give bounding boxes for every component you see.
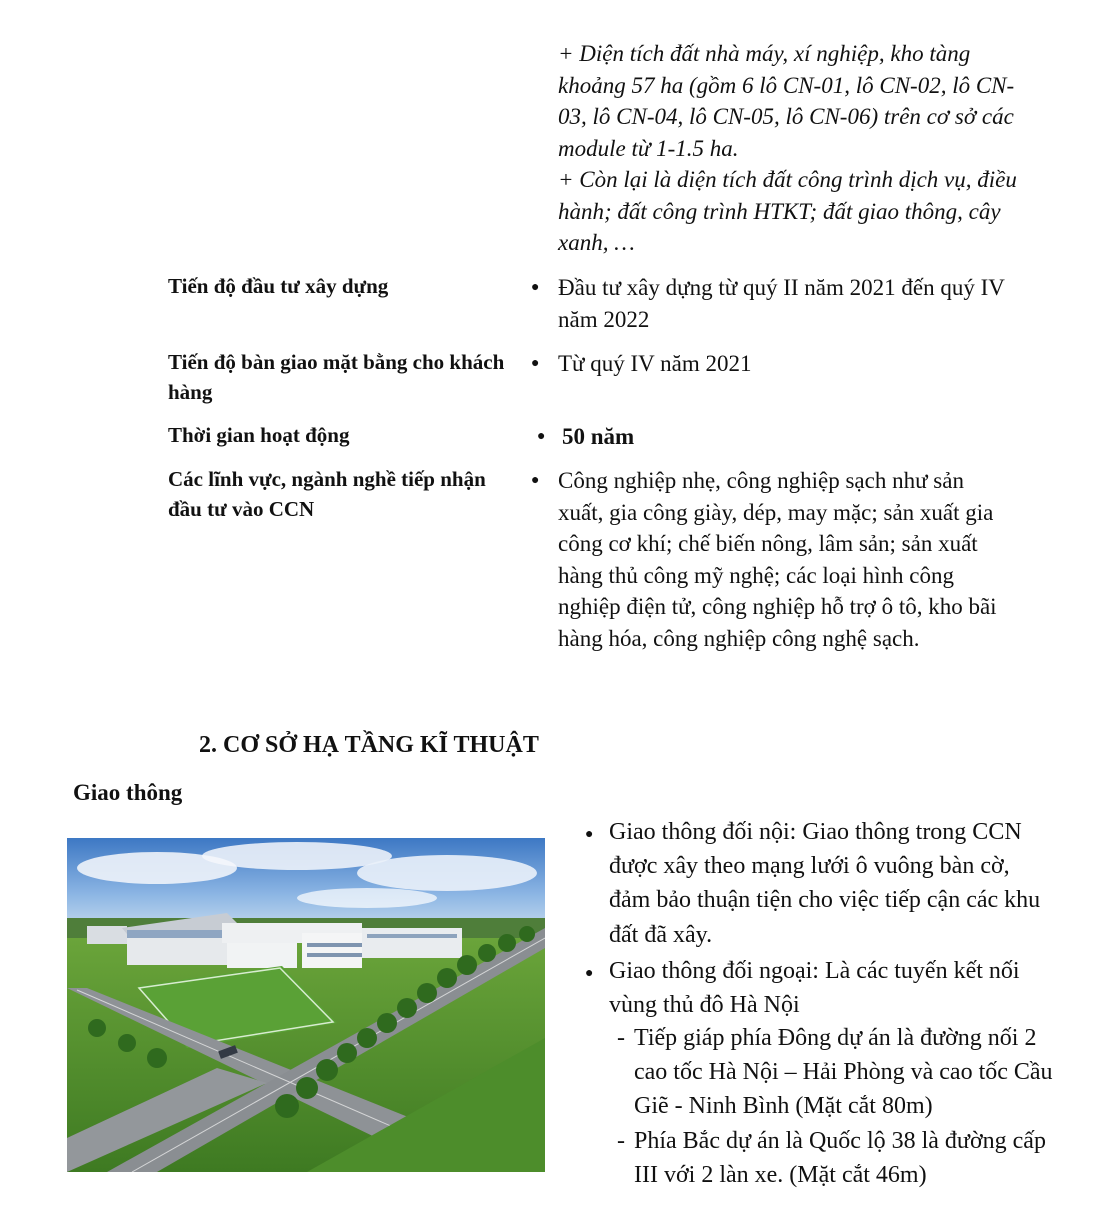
bullet-icon: ● bbox=[537, 429, 546, 444]
row-label-construction-schedule: Tiến độ đầu tư xây dựng bbox=[168, 274, 389, 298]
row-value-industries: Công nghiệp nhẹ, công nghiệp sạch như sản xuất, gia công giày, dép, may mặc; sản xuất gia công cơ khí; chế biến nông, lâm sản; sản xuất hàng thủ công mỹ nghệ; các loại hình công nghiệp điện tử, công nghiệp hỗ trợ ô tô, kho bãi hàng hóa, công nghiệp công nghệ sạch. bbox=[558, 468, 997, 651]
bullet-icon: ● bbox=[585, 827, 594, 842]
section-heading: 2. CƠ SỞ HẠ TẦNG KĨ THUẬT bbox=[199, 732, 539, 758]
bullet-icon: ● bbox=[531, 473, 540, 488]
industrial-park-aerial-photo bbox=[67, 838, 545, 1172]
sub-bullet-east-road: Tiếp giáp phía Đông dự án là đường nối 2 cao tốc Hà Nội – Hải Phòng và cao tốc Cầu Giẽ - Ninh Bình (Mặt cắt 80m) bbox=[634, 1025, 1053, 1120]
bullet-icon: ● bbox=[531, 356, 540, 371]
subheading-giao-thong: Giao thông bbox=[73, 780, 183, 805]
land-note-2: + Còn lại là diện tích đất công trình dịch vụ, điều hành; đất công trình HTKT; đất giao thông, cây xanh, … bbox=[558, 167, 1017, 255]
bullet-external-traffic: Giao thông đối ngoại: Là các tuyến kết nối vùng thủ đô Hà Nội bbox=[609, 958, 1020, 1019]
land-note-1: + Diện tích đất nhà máy, xí nghiệp, kho tàng khoảng 57 ha (gồm 6 lô CN-01, lô CN-02, lô CN-03, lô CN-04, lô CN-05, lô CN-06) trên cơ sở các module từ 1-1.5 ha. bbox=[558, 41, 1015, 161]
sub-bullet-north-road: Phía Bắc dự án là Quốc lộ 38 là đường cấp III với 2 làn xe. (Mặt cắt 46m) bbox=[634, 1128, 1046, 1189]
row-value-operation-time: 50 năm bbox=[562, 424, 635, 449]
row-value-handover-schedule: Từ quý IV năm 2021 bbox=[558, 351, 752, 376]
bullet-icon: ● bbox=[531, 280, 540, 295]
dash-icon: - bbox=[617, 1128, 625, 1154]
row-label-industries: Các lĩnh vực, ngành nghề tiếp nhận đầu tư vào CCN bbox=[168, 467, 486, 521]
row-label-handover-schedule: Tiến độ bàn giao mặt bằng cho khách hàng bbox=[168, 350, 505, 404]
bullet-icon: ● bbox=[585, 966, 594, 981]
bullet-internal-traffic: Giao thông đối nội: Giao thông trong CCN được xây theo mạng lưới ô vuông bàn cờ, đảm bảo thuận tiện cho việc tiếp cận các khu đất đã xây. bbox=[609, 819, 1041, 948]
row-label-operation-time: Thời gian hoạt động bbox=[168, 423, 350, 447]
row-value-construction-schedule: Đầu tư xây dựng từ quý II năm 2021 đến quý IV năm 2022 bbox=[558, 275, 1005, 332]
dash-icon: - bbox=[617, 1025, 625, 1051]
